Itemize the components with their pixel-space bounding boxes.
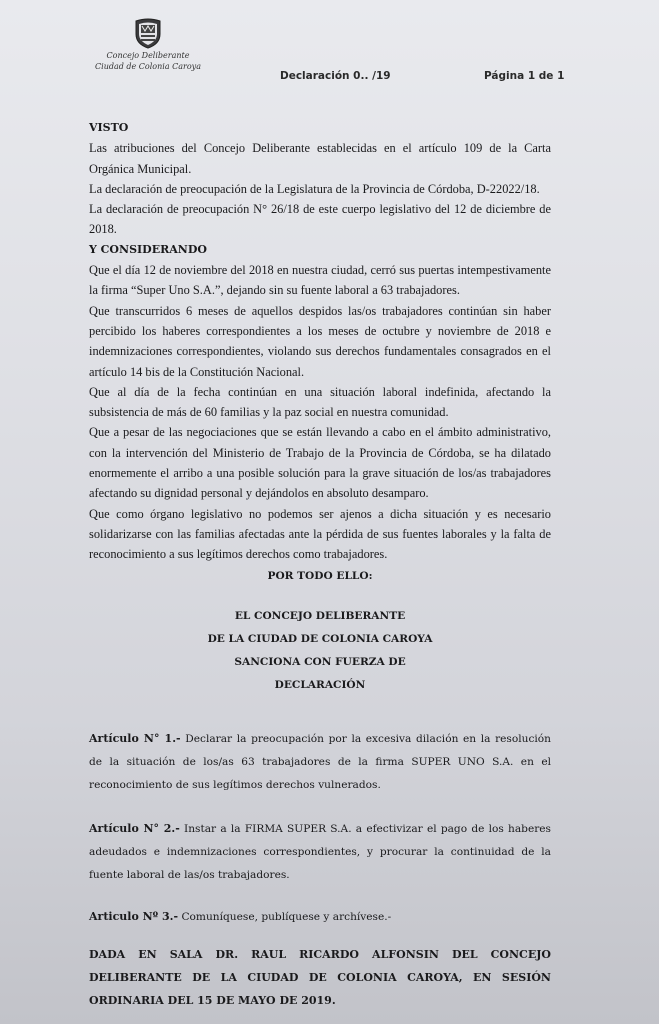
sanction-block xyxy=(89,605,551,697)
letterhead-line-1: Concejo Deliberante xyxy=(106,51,190,60)
article-1-text: Declarar la preocupación por la excesiva dilación en la resolución de la situación de los/as 63 trabajadores de la firma SUPER UNO S.A. en el reconocimiento de sus legítimos derechos vulnerados. xyxy=(89,732,551,791)
letterhead-line-2: Ciudad de Colonia Caroya xyxy=(95,62,201,71)
coat-of-arms-crest-icon xyxy=(131,16,165,50)
article-3-text: Comuníquese, publíquese y archívese.- xyxy=(178,910,392,923)
document-body xyxy=(89,118,551,1012)
considerando-paragraph: Que el día 12 de noviembre del 2018 en nuestra ciudad, cerró sus puertas intempestivamente la firma “Super Uno S.A.”, dejando sin su fuente laboral a 63 trabajadores. xyxy=(89,263,551,298)
considerando-paragraph: Que como órgano legislativo no podemos ser ajenos a dicha situación y es necesario solidarizarse con las familias afectadas ante la pérdida de sus fuentes laborales y la falta de reconocimiento a sus legítimos derechos como trabajadores. xyxy=(89,506,551,562)
article-1-label: Artículo N° 1.- xyxy=(89,731,181,745)
considerando-heading: Y CONSIDERANDO xyxy=(89,242,207,256)
visto-paragraph: Las atribuciones del Concejo Deliberante establecidas en el artículo 109 de la Carta Orgánica Municipal. xyxy=(89,141,551,176)
declaration-number: Declaración 0.. /19 xyxy=(280,70,391,82)
letterhead xyxy=(88,16,208,72)
page-indicator: Página 1 de 1 xyxy=(484,70,565,82)
article-2-text: Instar a la FIRMA SUPER S.A. a efectivizar el pago de los haberes adeudados e indemnizaciones correspondientes, y procurar la continuidad de la fuente laboral de las/os trabajadores. xyxy=(89,822,551,881)
visto-heading: VISTO xyxy=(89,121,129,134)
article-2 xyxy=(89,817,551,887)
por-todo-ello: POR TODO ELLO: xyxy=(267,569,373,582)
visto-paragraph: La declaración de preocupación N° 26/18 de este cuerpo legislativo del 12 de diciembre de 2018. xyxy=(89,202,551,237)
article-3 xyxy=(89,905,551,929)
considerando-paragraph: Que a pesar de las negociaciones que se están llevando a cabo en el ámbito administrativo, con la intervención del Ministerio de Trabajo de la Provincia de Córdoba, se ha dilatado enormemente el arribo a una posible solución para la grave situación de los/as trabajadores afectando su dignidad personal y dejándolos en absoluto desamparo. xyxy=(89,425,551,501)
sanction-line: SANCIONA CON FUERZA DE xyxy=(234,655,406,668)
considerando-paragraph: Que transcurridos 6 meses de aquellos despidos las/os trabajadores continúan sin haber percibido los haberes correspondientes a los meses de octubre y noviembre de 2018 e indemnizaciones correspondientes, violando sus derechos fundamentales consagrados en el artículo 14 bis de la Constitución Nacional. xyxy=(89,303,551,379)
article-3-label: Articulo Nº 3.- xyxy=(89,909,179,923)
article-1 xyxy=(89,727,551,797)
sanction-line: EL CONCEJO DELIBERANTE xyxy=(234,609,406,622)
visto-paragraph: La declaración de preocupación de la Legislatura de la Provincia de Córdoba, D-22022/18. xyxy=(89,181,540,196)
sanction-line: DE LA CIUDAD DE COLONIA CAROYA xyxy=(207,632,433,645)
closing-statement: DADA EN SALA DR. RAUL RICARDO ALFONSIN DEL CONCEJO DELIBERANTE DE LA CIUDAD DE COLONIA CAROYA, EN SESIÓN ORDINARIA DEL 15 DE MAYO DE 2019. xyxy=(89,947,551,1007)
article-2-label: Artículo N° 2.- xyxy=(89,821,180,835)
sanction-line: DECLARACIÓN xyxy=(274,678,366,691)
considerando-paragraph: Que al día de la fecha continúan en una situación laboral indefinida, afectando la subsistencia de más de 60 familias y la paz social en nuestra comunidad. xyxy=(89,384,551,420)
